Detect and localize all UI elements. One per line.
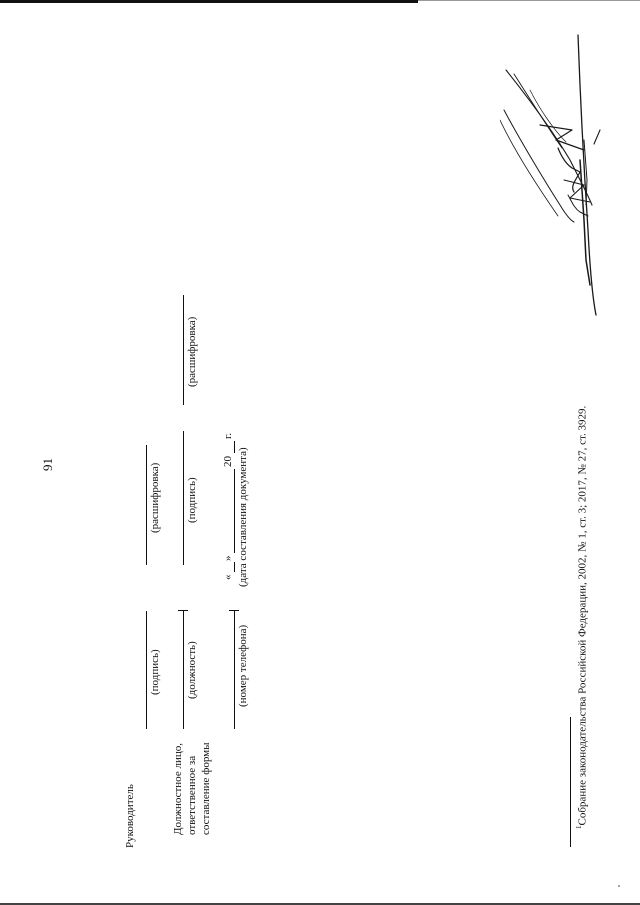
date-month-line [234,469,235,553]
officer-name-line [183,295,184,405]
scan-speck [618,885,620,887]
head-signature-line [146,611,147,729]
date-open-quote: « [222,574,234,580]
phone-caption: (номер телефона) [237,624,249,707]
officer-label-line-1: Должностное лицо, [172,743,184,835]
officer-signature-caption: (подпись) [186,477,198,523]
head-signature-caption: (подпись) [149,649,161,695]
date-year-mark: г. [222,432,234,439]
page-number: 91 [40,458,55,471]
phone-line-tick [229,610,239,611]
officer-position-caption: (должность) [186,641,198,699]
head-name-line [146,445,147,565]
phone-line [234,611,235,729]
date-year-line [234,441,235,453]
head-label: Руководитель [124,784,136,848]
date-close-quote: » [222,555,234,561]
officer-name-caption: (расшифровка) [186,316,198,387]
officer-position-line-tick [178,610,188,611]
officer-signature-line [183,431,184,565]
date-caption: (дата составления документа) [237,447,249,587]
officer-label-line-3: составление формы [200,742,212,835]
footnote-mark: 1 [575,825,583,829]
officer-label-line-2: ответственное за [186,755,198,835]
date-day-line [234,562,235,572]
head-name-caption: (расшифровка) [149,462,161,533]
footnote-text: Собрание законодательства Российской Федерации, 2002, № 1, ст. 3; 2017, № 27, ст. 3929. [576,405,589,826]
footnote [573,406,589,829]
officer-position-line [183,611,184,729]
footnote-separator [570,717,571,847]
handwritten-signature [500,30,620,320]
date-century: 20 [222,456,234,467]
